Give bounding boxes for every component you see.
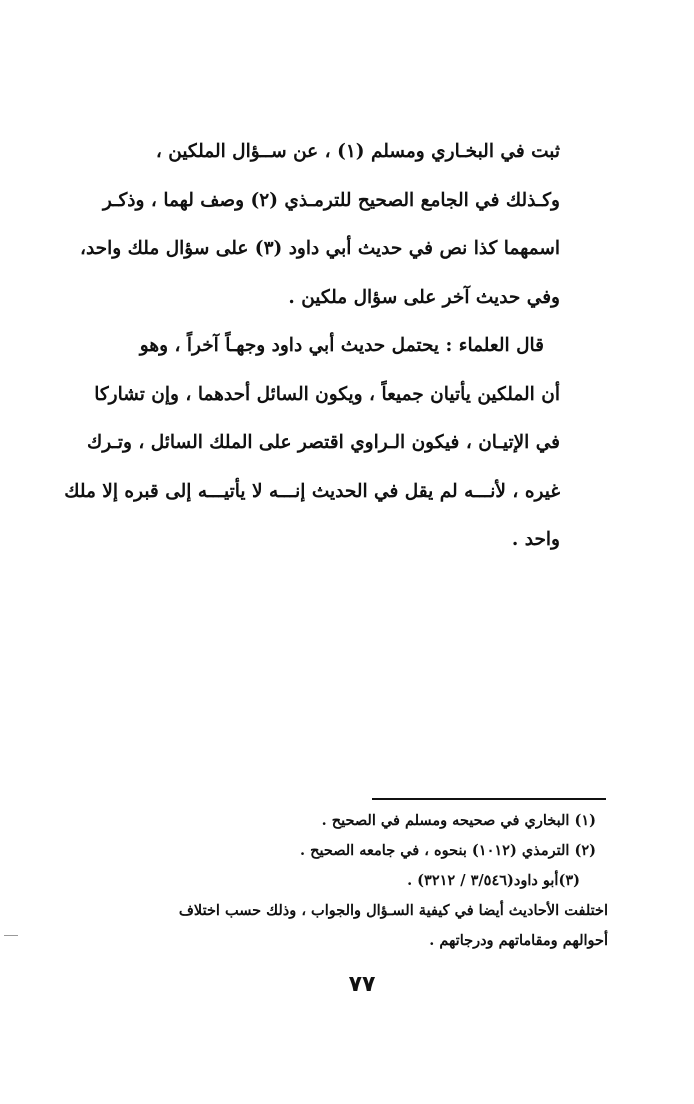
- text-line: غيره ، لأنـــه لم يقل في الحديث إنـــه لا يأتيـــه إلى قبره إلا ملك: [64, 480, 560, 502]
- text-line: أن الملكين يأتيان جميعاً ، ويكون السائل أحدهما ، وإن تشاركا: [94, 383, 560, 405]
- footnote-1: (١) البخاري في صحيحه ومسلم في الصحيح .: [321, 812, 596, 829]
- text-line: ثبت في البخـاري ومسلم (١) ، عن ســؤال الملكين ،: [155, 141, 560, 162]
- footnote-note: اختلفت الأحاديث أيضا في كيفية السـؤال والجواب ، وذلك حسب اختلاف: [178, 902, 608, 919]
- page-number: ٧٧: [348, 972, 376, 997]
- footnote-3: (٣)أبو داود(٣/٥٤٦ / ٣٢١٢) .: [407, 872, 580, 889]
- text-line: اسمهما كذا نص في حديث أبي داود (٣) على سؤال ملك واحد،: [80, 238, 560, 259]
- paragraph-1: [80, 128, 560, 322]
- footnote-separator: [372, 798, 606, 800]
- text-line: وفي حديث آخر على سؤال ملكين .: [288, 286, 560, 308]
- main-text: [64, 128, 560, 565]
- text-line: قال العلماء : يحتمل حديث أبي داود وجهـاً آخراً ، وهو: [139, 335, 544, 356]
- footnotes: [138, 806, 608, 956]
- footnote-note-continued: أحوالهم ومقاماتهم ودرجاتهم .: [429, 932, 608, 949]
- text-line: في الإتيـان ، فيكون الـراوي اقتصر على الملك السائل ، وتـرك: [86, 432, 560, 453]
- paragraph-2: [64, 322, 560, 565]
- text-line: وكـذلك في الجامع الصحيح للترمـذي (٢) وصف لهما ، وذكـر: [102, 189, 560, 211]
- text-line: واحد .: [511, 529, 560, 550]
- scan-edge-mark: [4, 935, 18, 936]
- footnote-2: (٢) الترمذي (١٠١٢) بنحوه ، في جامعه الصحيح .: [300, 842, 596, 859]
